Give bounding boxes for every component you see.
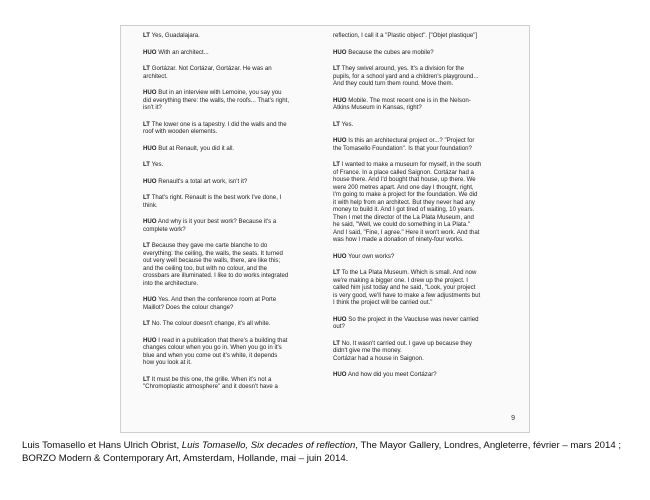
interview-paragraph: [333, 340, 511, 363]
speaker-initials: HUO: [143, 336, 157, 344]
interview-paragraph: [143, 337, 318, 367]
speaker-initials: HUO: [143, 48, 157, 56]
paragraph-text: I read in a publication that there's a building that changes colour when you go in. When you go in it's blue and when you come out it's white, it depends how you look at it.: [143, 336, 288, 366]
paragraph-text: I wanted to make a museum for myself, in the south of France. In a place called Saignon. Cortázar had a house there. And I'd bought that house, up there. We were 200 metres apart. And one day I thought, right, I'm going to make a project for the foundation. We did it with help from an architect. But they never had any money to build it. And I got tired of waiting, 10 years. Then I met the director of the La Plata Museum, and he said, "Well, we could do something in La Plata." And I said, "Fine, I agree." Here it won't work. And that was how I made a donation of ninety-four works.: [333, 161, 482, 243]
paragraph-text: Yes. And then the conference room at Porte Maillot? Does the colour change?: [143, 296, 277, 311]
paragraph-text: They swivel around, yes. It's a division for the pupils, for a school yard and a children's playground... And they could turn them round. Move them.: [333, 65, 479, 87]
interview-paragraph: [143, 32, 318, 40]
interview-paragraph: [333, 65, 511, 88]
speaker-initials: LT: [143, 161, 150, 168]
speaker-initials: HUO: [333, 137, 347, 144]
interview-paragraph: [143, 194, 318, 209]
speaker-initials: HUO: [143, 218, 157, 225]
speaker-initials: LT: [143, 194, 150, 201]
speaker-initials: LT: [143, 320, 150, 327]
paragraph-text: And why is it your best work? Because it's a complete work?: [143, 218, 277, 233]
paragraph-text: But at Renault, you did it all.: [158, 144, 235, 152]
speaker-initials: HUO: [333, 252, 347, 260]
interview-paragraph: [143, 242, 318, 287]
speaker-initials: LT: [143, 375, 150, 383]
interview-paragraph: [333, 137, 511, 152]
speaker-initials: HUO: [143, 144, 157, 152]
paragraph-text: No. It wasn't carried out. I gave up because they didn't give me the money. Cortázar had a house in Saignon.: [333, 339, 472, 362]
right-column: [333, 32, 511, 388]
paragraph-text: Mobile. The most recent one is in the Nelson- Atkins Museum in Kansas, right?: [333, 96, 471, 111]
paragraph-text: And how did you meet Cortázar?: [347, 371, 437, 378]
paragraph-text: Gortázar. Not Cortázar, Gortázar. He was an architect.: [143, 65, 272, 80]
speaker-initials: LT: [333, 65, 340, 72]
paragraph-text: Your own works?: [348, 252, 395, 260]
page-number: 9: [511, 415, 515, 422]
caption-title: Luis Tomasello, Six decades of reflection: [181, 440, 356, 451]
speaker-initials: HUO: [333, 371, 347, 378]
interview-paragraph: [333, 253, 511, 261]
speaker-initials: LT: [143, 32, 150, 39]
paragraph-text: Because they gave me carte blanche to do everything: the ceiling, the walls, the seats. It turned out very well because the walls, there, are like this; and the ceiling too, but with no colour, and the crossbars are illuminated. I like to do works integrated into the architecture.: [143, 242, 289, 287]
interview-paragraph: [333, 161, 511, 244]
interview-paragraph: [333, 121, 511, 129]
speaker-initials: HUO: [333, 315, 347, 323]
caption-authors: Luis Tomasello et Hans Ulrich Obrist,: [22, 440, 182, 451]
interview-paragraph: [143, 49, 318, 57]
paragraph-text: But in an interview with Lemoine, you say you did everything there: the walls, the roofs... That's right, isn't it?: [143, 89, 290, 111]
speaker-initials: LT: [333, 120, 340, 128]
speaker-initials: LT: [333, 269, 340, 276]
caption-details: , The Mayor Gallery, Londres, Angleterre, février – mars 2014 ; BORZO Modern & Contemporary Art, Amsterdam, Hollande, mai – juin 2014.: [22, 440, 622, 464]
paragraph-text: Yes.: [151, 161, 164, 168]
paragraph-text: Yes, Guadalajara.: [151, 32, 200, 39]
paragraph-text: So the project in the Vaucluse was never carried out?: [333, 315, 479, 330]
speaker-initials: HUO: [143, 89, 157, 96]
speaker-initials: HUO: [333, 96, 347, 104]
interview-paragraph: [143, 218, 318, 233]
interview-paragraph: [143, 376, 318, 391]
speaker-initials: LT: [333, 161, 340, 168]
paragraph-text: Because the cubes are mobile?: [348, 48, 434, 56]
interview-paragraph: [333, 269, 511, 307]
paragraph-text: reflection, I call it a "Plastic object". ["Objet plastique"]: [333, 32, 478, 39]
interview-paragraph: [143, 161, 318, 169]
paragraph-text: It must be this one, the grille. When it's not a "Chromoplastic atmosphere" and it doesn't have a: [143, 375, 278, 390]
paragraph-text: No. The colour doesn't change, it's all white.: [151, 320, 271, 327]
interview-paragraph: [333, 32, 511, 40]
interview-paragraph: [333, 97, 511, 112]
interview-paragraph: [143, 145, 318, 153]
interview-paragraph: [143, 296, 318, 311]
interview-paragraph: [333, 316, 511, 331]
speaker-initials: HUO: [333, 48, 347, 56]
image-caption: [22, 439, 637, 465]
book-page: [120, 25, 530, 433]
speaker-initials: LT: [143, 120, 150, 128]
interview-paragraph: [143, 178, 318, 186]
speaker-initials: HUO: [143, 177, 157, 185]
speaker-initials: LT: [333, 339, 340, 347]
paragraph-text: That's right. Renault is the best work I've done, I think.: [143, 194, 282, 209]
interview-paragraph: [333, 371, 511, 379]
interview-paragraph: [333, 49, 511, 57]
paragraph-text: The lower one is a tapestry. I did the walls and the roof with wooden elements.: [143, 120, 287, 135]
interview-paragraph: [143, 65, 318, 80]
paragraph-text: With an architect...: [158, 48, 209, 56]
interview-paragraph: [143, 121, 318, 136]
paragraph-text: Yes.: [341, 120, 354, 128]
interview-paragraph: [143, 320, 318, 328]
interview-paragraph: [143, 89, 318, 112]
left-column: [143, 32, 318, 400]
paragraph-text: To the La Plata Museum. Which is small. And now we're making a bigger one. I drew up the project. I called him just today and he said, "Look, your project is very good, we'll have to make a few adjustments but I think the project will be carried out.": [333, 269, 481, 306]
speaker-initials: HUO: [143, 296, 157, 303]
speaker-initials: LT: [143, 242, 150, 249]
paragraph-text: Renault's a total art work, isn't it?: [158, 177, 248, 185]
paragraph-text: Is this an architectural project or...? "Project for the Tomasello Foundation". Is that your foundation?: [333, 137, 475, 152]
speaker-initials: LT: [143, 65, 150, 72]
